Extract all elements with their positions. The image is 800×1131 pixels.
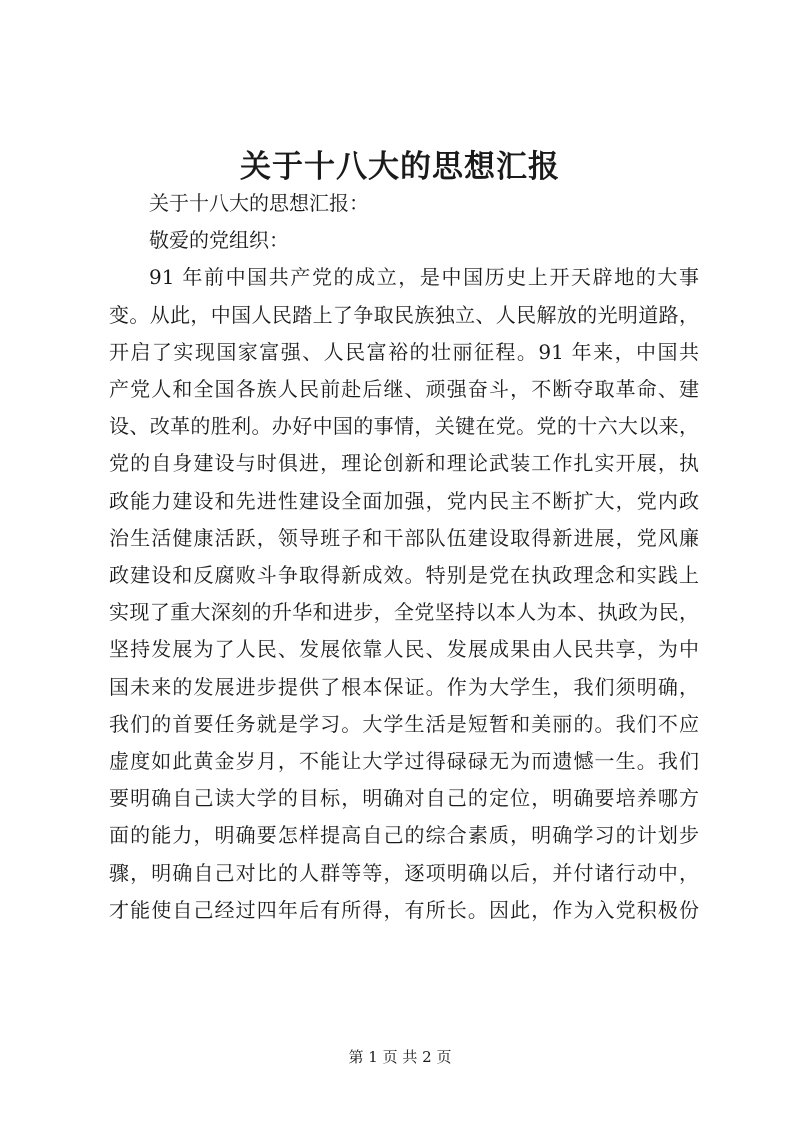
paragraph-line: 要明确自己读大学的目标，明确对自己的定位，明确要培养哪方: [109, 786, 699, 811]
paragraph-line: 国未来的发展进步提供了根本保证。作为大学生，我们须明确，: [109, 674, 699, 699]
paragraph-line: 变。从此，中国人民踏上了争取民族独立、人民解放的光明道路，: [109, 302, 699, 327]
subtitle-line: 关于十八大的思想汇报：: [149, 191, 369, 215]
paragraph-line: 骤，明确自己对比的人群等等，逐项明确以后，并付诸行动中，: [109, 860, 699, 885]
paragraph-line: 坚持发展为了人民、发展依靠人民、发展成果由人民共享，为中: [109, 637, 699, 662]
page-footer: 第 1 页 共 2 页: [348, 1048, 452, 1066]
paragraph-line: 我们的首要任务就是学习。大学生活是短暂和美丽的。我们不应: [109, 711, 699, 736]
paragraph-line: 开启了实现国家富强、人民富裕的壮丽征程。91 年来，中国共: [109, 339, 699, 364]
paragraph-line: 才能使自己经过四年后有所得，有所长。因此，作为入党积极份: [109, 897, 699, 922]
paragraph-line: 面的能力，明确要怎样提高自己的综合素质，明确学习的计划步: [109, 823, 699, 848]
paragraph-line: 政建设和反腐败斗争取得新成效。特别是党在执政理念和实践上: [109, 563, 699, 588]
document-body: [109, 185, 699, 929]
paragraph-line: 产党人和全国各族人民前赴后继、顽强奋斗，不断夺取革命、建: [109, 377, 699, 402]
paragraph-line: 91 年前中国共产党的成立，是中国历史上开天辟地的大事: [149, 265, 699, 290]
paragraph-line: 虚度如此黄金岁月，不能让大学过得碌碌无为而遗憾一生。我们: [109, 749, 699, 774]
salutation-line: 敬爱的党组织：: [149, 228, 289, 253]
paragraph-line: 治生活健康活跃，领导班子和干部队伍建设取得新进展，党风廉: [109, 525, 699, 550]
paragraph-line: 设、改革的胜利。办好中国的事情，关键在党。党的十六大以来，: [109, 414, 699, 439]
paragraph-line: 党的自身建设与时俱进，理论创新和理论武装工作扎实开展，执: [109, 451, 699, 476]
page-title: 关于十八大的思想汇报: [240, 149, 560, 185]
paragraph-line: 政能力建设和先进性建设全面加强，党内民主不断扩大，党内政: [109, 488, 699, 513]
paragraph-line: 实现了重大深刻的升华和进步，全党坚持以本人为本、执政为民，: [109, 600, 699, 625]
